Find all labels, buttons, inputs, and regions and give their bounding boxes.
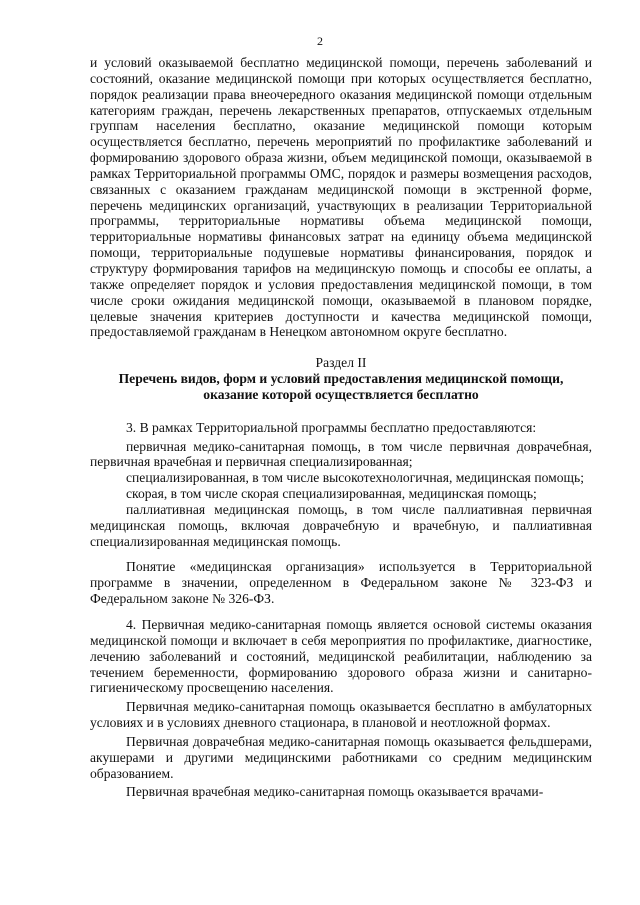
paragraph-4-free-care: Первичная медико-санитарная помощь оказывается бесплатно в амбулаторных условиях и в условиях дневного стационара, в плановой и неотложной формах. — [90, 699, 592, 731]
paragraph-3-emergency-care: скорая, в том числе скорая специализированная, медицинская помощь; — [126, 486, 537, 502]
paragraph-3-specialized-care: специализированная, в том числе высокотехнологичная, медицинская помощь; — [126, 470, 584, 486]
paragraph-4-basis: 4. Первичная медико-санитарная помощь является основой системы оказания медицинской помощи и включает в себя мероприятия по профилактике, диагностике, лечению заболеваний и состояний, медицинской реабилитации, наблюдению за течением беременности, формированию здорового образа жизни и санитарно-гигиеническому просвещению населения. — [90, 617, 592, 696]
section-label: Раздел II — [315, 355, 367, 371]
document-body — [90, 55, 592, 800]
page-number: 2 — [317, 34, 323, 48]
section-title: Перечень видов, форм и условий предоставления медицинской помощи, оказание которой осуществляется бесплатно — [118, 371, 564, 402]
paragraph-3-primary-care: первичная медико-санитарная помощь, в том числе первичная доврачебная, первичная врачебная и первичная специализированная; — [90, 438, 592, 470]
paragraph-4-physician-care: Первичная врачебная медико-санитарная помощь оказывается врачами- — [126, 784, 544, 800]
intro-paragraph: и условий оказываемой бесплатно медицинской помощи, перечень заболеваний и состояний, оказание медицинской помощи при которых осуществляется бесплатно, порядок реализации права внеочередного оказания медицинской помощи отдельным категориям граждан, перечень лекарственных препаратов, отпускаемых отдельным группам населения бесплатно, оказание медицинской помощи которым осуществляется бесплатно, перечень мероприятий по профилактике заболеваний и формированию здорового образа жизни, объем медицинской помощи, оказываемой в рамках Территориальной программы ОМС, порядок и размеры возмещения расходов, связанных с оказанием гражданам медицинской помощи в экстренной форме, перечень медицинских организаций, участвующих в реализации Территориальной программы, территориальные нормативы объема медицинской помощи, территориальные нормативы финансовых затрат на единицу объема медицинской помощи, территориальные подушевые нормативы финансирования, порядок и структуру формирования тарифов на медицинскую помощь и способы ее оплаты, а также определяет порядок и условия предоставления медицинской помощи, в том числе сроки ожидания медицинской помощи, оказываемой в плановом порядке, целевые значения критериев доступности и качества медицинской помощи, предоставляемой гражданам в Ненецком автономном округе бесплатно. — [90, 55, 592, 340]
paragraph-3-intro: 3. В рамках Территориальной программы бесплатно предоставляются: — [126, 419, 537, 435]
paragraph-3-palliative-care: паллиативная медицинская помощь, в том числе паллиативная первичная медицинская помощь, включая доврачебную и врачебную, и паллиативная специализированная медицинская помощь. — [90, 501, 592, 549]
medical-organization-concept: Понятие «медицинская организация» используется в Территориальной программе в значении, определенном в Федеральном законе № 323-ФЗ и Федеральном законе № 326-ФЗ. — [90, 559, 592, 607]
paragraph-4-prephysician-care: Первичная доврачебная медико-санитарная помощь оказывается фельдшерами, акушерами и другими медицинскими работниками со средним медицинским образованием. — [90, 733, 592, 781]
